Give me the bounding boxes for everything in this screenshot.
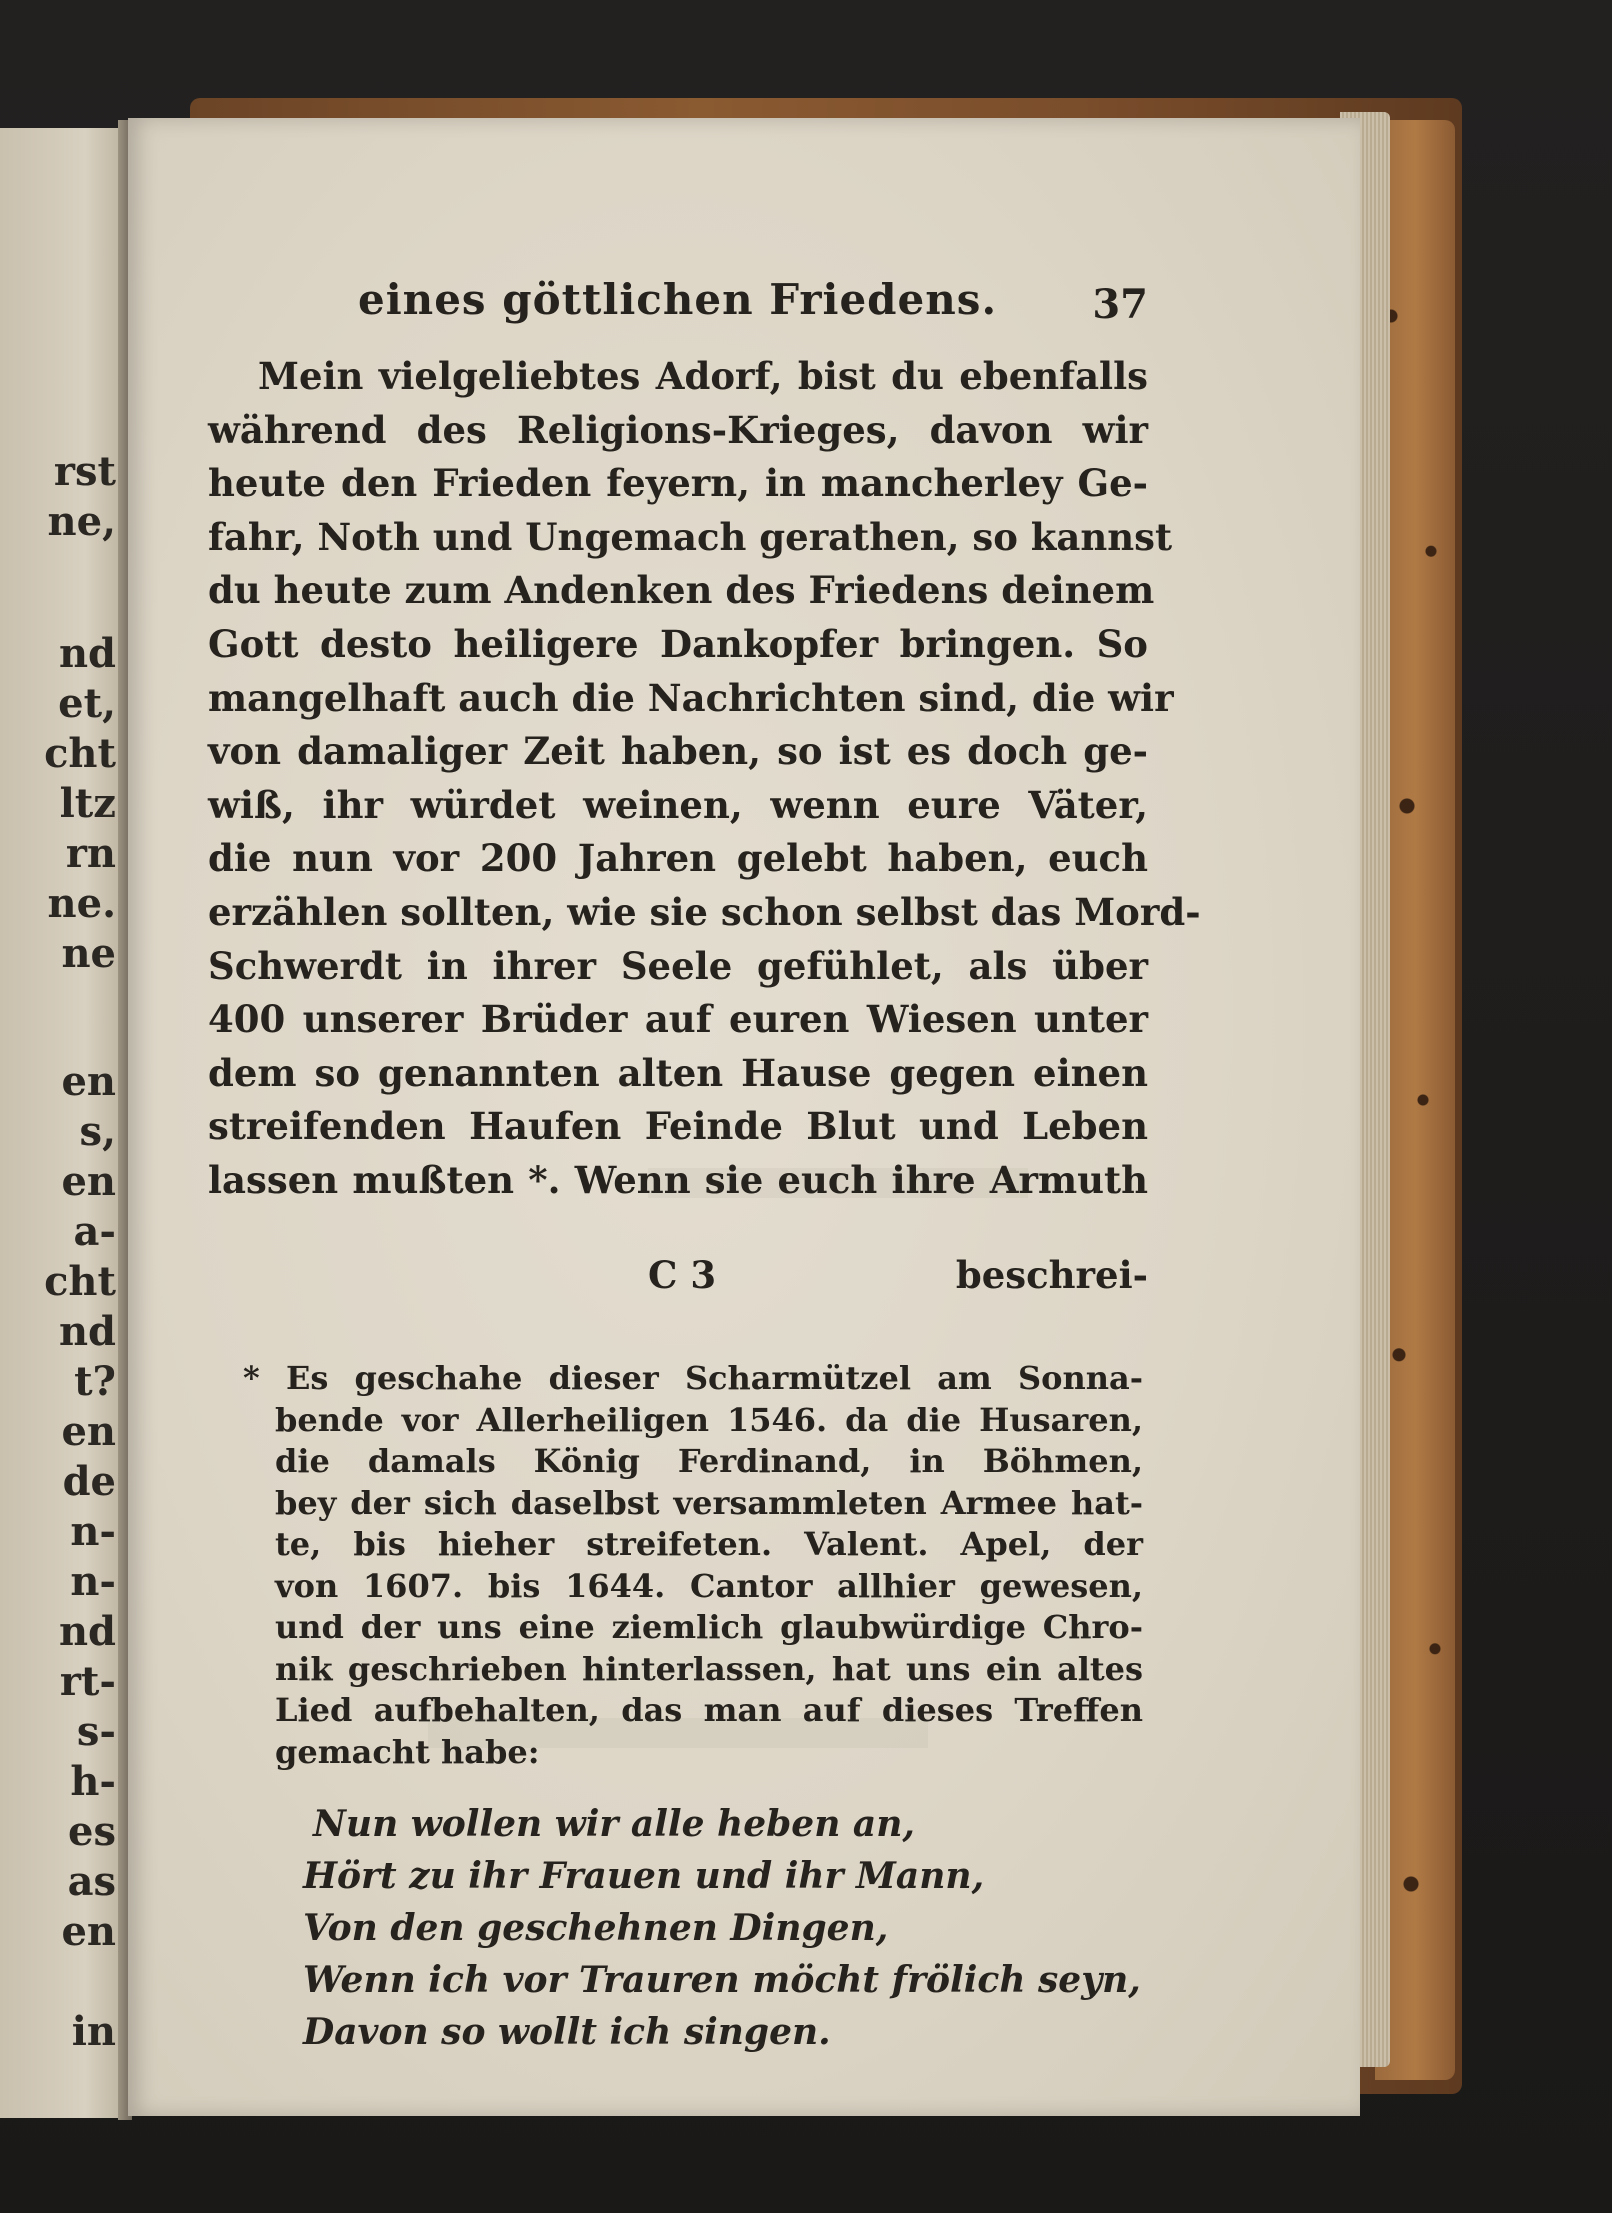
signature-mark: C 3 bbox=[648, 1253, 717, 1297]
left-fragment: cht bbox=[44, 730, 116, 777]
body-line: du heute zum Andenken des Friedens deinem bbox=[208, 568, 1155, 613]
left-fragment: n- bbox=[70, 1558, 116, 1605]
verse-block bbox=[303, 1798, 1141, 2058]
left-fragment: ne. bbox=[47, 880, 116, 927]
footnote-line: te, bis hieher streifeten. Valent. Apel, der bbox=[275, 1525, 1143, 1563]
body-line: heute den Frieden feyern, in mancherley Ge- bbox=[208, 461, 1148, 506]
footnote-line: die damals König Ferdinand, in Böhmen, bbox=[275, 1442, 1143, 1480]
left-fragment: s, bbox=[79, 1108, 116, 1155]
body-text bbox=[208, 350, 1201, 1208]
footnote-line: bende vor Allerheiligen 1546. da die Husaren, bbox=[275, 1400, 1143, 1439]
left-fragment: s- bbox=[76, 1708, 116, 1755]
verse-line: Davon so wollt ich singen. bbox=[303, 2011, 831, 2053]
left-fragment: nd bbox=[58, 630, 116, 677]
body-line: Schwerdt in ihrer Seele gefühlet, als über bbox=[208, 943, 1148, 988]
catchword: beschrei- bbox=[955, 1253, 1148, 1297]
footnote-line: und der uns eine ziemlich glaubwürdige Chro- bbox=[275, 1608, 1143, 1646]
left-fragment: ne, bbox=[47, 498, 116, 545]
left-fragment: in bbox=[71, 2008, 116, 2055]
left-fragment: ltz bbox=[59, 780, 116, 827]
verse-line: Von den geschehnen Dingen, bbox=[303, 1907, 889, 1949]
running-title: eines göttlichen Friedens. bbox=[358, 275, 998, 324]
footnote-line: bey der sich daselbst versammleten Armee hat- bbox=[275, 1483, 1143, 1522]
body-line: wiß, ihr würdet weinen, wenn eure Väter, bbox=[208, 782, 1148, 827]
left-fragment: nd bbox=[58, 1308, 116, 1355]
left-fragment: en bbox=[61, 1158, 116, 1205]
verse-line: Hört zu ihr Frauen und ihr Mann, bbox=[303, 1855, 985, 1897]
body-line: fahr, Noth und Ungemach gerathen, so kannst bbox=[208, 514, 1173, 559]
page-header bbox=[358, 275, 1148, 335]
body-line: dem so genannten alten Hause gegen einen bbox=[208, 1050, 1148, 1095]
body-line: von damaliger Zeit haben, so ist es doch ge- bbox=[208, 729, 1148, 774]
footnote-line: gemacht habe: bbox=[275, 1732, 540, 1771]
left-fragment: h- bbox=[70, 1758, 116, 1805]
left-fragment: a- bbox=[73, 1208, 116, 1255]
left-fragment: n- bbox=[70, 1508, 116, 1555]
body-line: Mein vielgeliebtes Adorf, bist du ebenfalls bbox=[258, 354, 1148, 398]
footnote-line: nik geschrieben hinterlassen, hat uns ein altes bbox=[275, 1649, 1143, 1688]
body-line: die nun vor 200 Jahren gelebt haben, euch bbox=[208, 836, 1148, 881]
left-fragment: rst bbox=[53, 448, 116, 495]
left-fragment: en bbox=[61, 1058, 116, 1105]
left-fragment: et, bbox=[58, 680, 116, 727]
body-line: streifenden Haufen Feinde Blut und Leben bbox=[208, 1104, 1148, 1149]
left-fragment: cht bbox=[44, 1258, 116, 1305]
footnote-line: Lied aufbehalten, das man auf dieses Treffen bbox=[275, 1691, 1143, 1729]
page-number: 37 bbox=[1092, 281, 1148, 328]
body-line: erzählen sollten, wie sie schon selbst das Mord- bbox=[208, 889, 1201, 934]
left-facing-page bbox=[0, 128, 122, 2118]
left-fragment: en bbox=[61, 1408, 116, 1455]
signature-catchword-row bbox=[208, 1253, 1148, 1303]
left-fragment: rt- bbox=[59, 1658, 116, 1705]
body-line: Gott desto heiligere Dankopfer bringen. So bbox=[208, 621, 1148, 666]
body-line: während des Religions-Krieges, davon wir bbox=[208, 407, 1148, 452]
left-fragment: en bbox=[61, 1908, 116, 1955]
body-line: mangelhaft auch die Nachrichten sind, die wir bbox=[208, 675, 1174, 720]
footnote bbox=[243, 1358, 1143, 1773]
body-line: lassen mußten *. Wenn sie euch ihre Armuth bbox=[208, 1157, 1148, 1202]
footnote-line: * Es geschahe dieser Scharmützel am Sonna- bbox=[243, 1359, 1143, 1397]
left-fragment: as bbox=[67, 1858, 116, 1905]
left-fragment: de bbox=[62, 1458, 116, 1505]
verse-line: Nun wollen wir alle heben an, bbox=[313, 1803, 915, 1845]
left-fragment: ne bbox=[61, 930, 116, 977]
book-page bbox=[128, 118, 1360, 2116]
left-fragment: rn bbox=[65, 830, 116, 877]
left-fragment: es bbox=[68, 1808, 116, 1855]
verse-line: Wenn ich vor Trauren möcht frölich seyn, bbox=[303, 1959, 1141, 2001]
left-fragment: t? bbox=[74, 1358, 116, 1405]
body-line: 400 unserer Brüder auf euren Wiesen unter bbox=[208, 997, 1148, 1042]
footnote-line: von 1607. bis 1644. Cantor allhier gewesen, bbox=[275, 1566, 1143, 1605]
left-fragment: nd bbox=[58, 1608, 116, 1655]
